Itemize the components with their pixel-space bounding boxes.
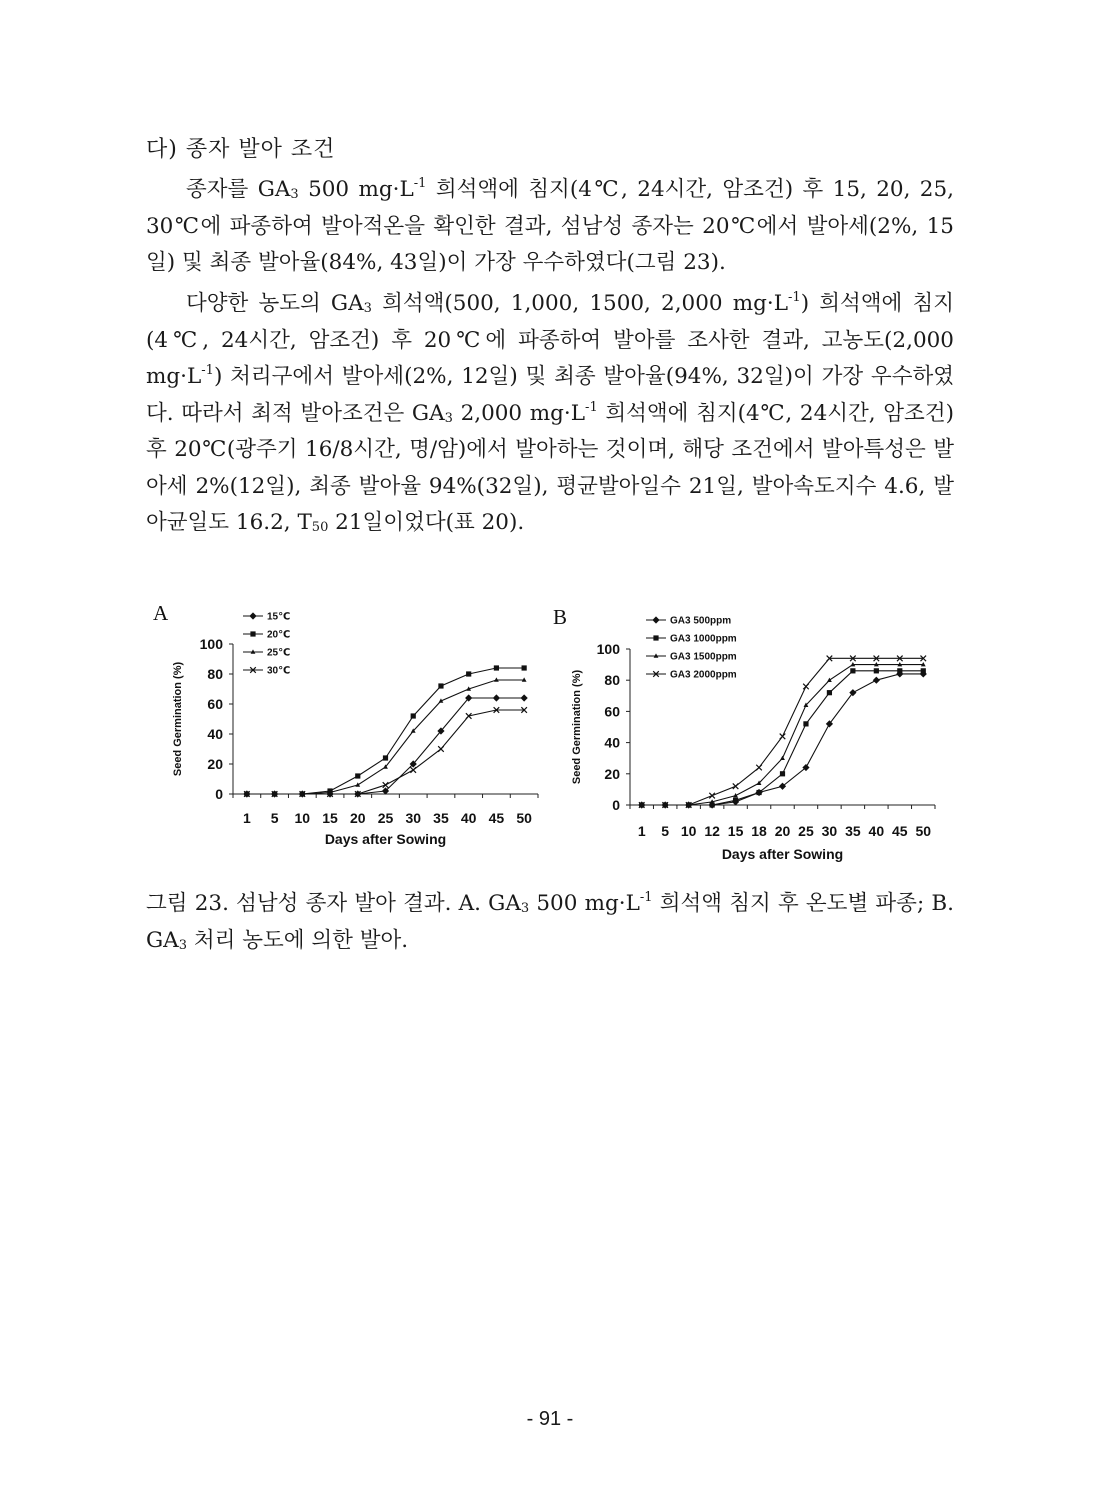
y-tick-label: 20 (604, 765, 620, 782)
series-3 (244, 677, 526, 795)
x-tick-label: 15 (727, 823, 744, 839)
legend-marker (249, 612, 256, 619)
y-axis-title: Seed Germination (%) (571, 669, 583, 785)
y-tick-label: 100 (199, 636, 223, 652)
legend-entry (243, 612, 290, 623)
legend-entry (646, 670, 737, 681)
x-tick-label: 18 (751, 823, 767, 839)
series-2 (244, 665, 526, 796)
y-tick-label: 60 (604, 703, 620, 720)
x-axis-title: Days after Sowing (721, 846, 844, 862)
x-tick-label: 20 (774, 823, 791, 839)
data-point (780, 771, 785, 776)
panel-label-a: A (153, 601, 169, 625)
y-tick-label: 40 (604, 734, 620, 751)
data-point (780, 756, 785, 760)
y-tick-label: 40 (207, 726, 223, 742)
y-tick-label: 60 (207, 696, 223, 712)
y-tick-label: 0 (612, 797, 620, 813)
x-tick-label: 12 (704, 823, 720, 839)
figure-23 (0, 590, 1100, 880)
data-point (493, 694, 500, 701)
chart-a (145, 590, 555, 860)
x-tick-label: 35 (845, 823, 861, 839)
data-point (874, 668, 879, 673)
data-point (921, 668, 926, 673)
y-tick-label: 20 (207, 756, 223, 772)
legend-marker (653, 635, 658, 640)
data-point (383, 782, 389, 788)
x-tick-label: 45 (892, 823, 908, 839)
data-point (383, 755, 388, 760)
data-point (733, 798, 738, 803)
y-tick-label: 80 (207, 666, 223, 682)
legend-label: 20℃ (267, 629, 291, 641)
legend-entry (243, 666, 290, 677)
section-heading: 다) 종자 발아 조건 (146, 137, 336, 162)
series-line (247, 698, 524, 794)
x-tick-label: 40 (460, 810, 477, 826)
chart-a-svg (145, 590, 555, 860)
y-tick-label: 0 (215, 786, 223, 802)
x-tick-label: 10 (294, 810, 311, 826)
x-tick-label: 50 (915, 823, 932, 839)
data-point (780, 734, 786, 740)
x-axis-title: Days after Sowing (324, 831, 447, 847)
x-tick-label: 40 (868, 823, 885, 839)
chart-b-svg (548, 590, 958, 880)
data-point (494, 665, 499, 670)
y-tick-label: 80 (604, 672, 620, 689)
legend-marker (652, 616, 659, 623)
data-point (850, 668, 855, 673)
x-tick-label: 50 (516, 810, 532, 826)
legend-entry (646, 634, 737, 645)
data-point (803, 684, 809, 690)
data-point (411, 713, 416, 718)
x-tick-label: 1 (242, 810, 251, 826)
y-axis-title: Seed Germination (%) (172, 661, 184, 777)
x-tick-label: 25 (377, 810, 394, 826)
legend-label: 25℃ (267, 647, 291, 659)
data-point (355, 782, 360, 786)
x-tick-label: 1 (637, 823, 646, 839)
x-tick-label: 30 (405, 810, 422, 826)
paragraph-ga3-concentration: 다양한 농도의 $GA_3$ 희석액(500, 1,000, 1500, 2,000 $mg\cdot L^{-1}$) 희석액에 침지(4℃, 24시간, 암조건) 후 20℃에 파종하여 발아를 조사한 결과, 고농도(2,000 $mg\cdot L^{-1}$) 처리구에서 발아세(2%, 12일) 및 최종 발아율(94%, 32일)이 가장 우수하였다. 따라서 최적 발아조건은 $GA_3$ 2,000 $mg\cdot L^{-1}$ 희석액에 침지(4℃, 24시간, 암조건) 후 20℃(광주기 16/8시간, 명/암)에서 발아하는 것이며, 해당 조건에서 발아특성은 발아세 2%(12일), 최종 발아율 94%(32일), 평균발아일수 21일, 발아속도지수 4.6, 발아균일도 16.2, $T_{50}$ 21일이었다(표 20). (146, 290, 955, 535)
x-tick-label: 20 (349, 810, 366, 826)
data-point (733, 783, 739, 789)
figure-caption: 그림 23. 섬남성 종자 발아 결과. A. $GA_3$ 500 $mg\cdot L^{-1}$ 희석액 침지 후 온도별 파종; B. $GA_3$ 처리 농도에 의한 발아. (146, 890, 955, 953)
series-line (247, 680, 524, 794)
series-1 (638, 670, 927, 808)
x-tick-label: 15 (322, 810, 338, 826)
legend-entry (646, 616, 731, 627)
data-point (873, 677, 880, 684)
chart-b (548, 590, 958, 880)
series-line (247, 710, 524, 794)
data-point (756, 765, 762, 771)
data-point (827, 678, 832, 682)
x-tick-label: 25 (798, 823, 814, 839)
legend-label: GA3 1500ppm (670, 651, 737, 663)
legend-label: GA3 2000ppm (670, 669, 737, 681)
data-point (522, 665, 527, 670)
series-1 (243, 694, 527, 797)
data-point (521, 694, 528, 701)
data-point (897, 668, 902, 673)
data-point (438, 683, 443, 688)
y-tick-label: 100 (596, 641, 620, 657)
page-number: - 91 - (526, 1408, 574, 1430)
legend-marker (250, 631, 255, 636)
series-line (247, 665, 524, 794)
legend-label: 15℃ (267, 611, 291, 623)
x-tick-label: 5 (661, 823, 670, 839)
data-point (709, 793, 715, 799)
x-tick-label: 30 (821, 823, 838, 839)
data-point (756, 790, 761, 795)
legend-entry (243, 648, 290, 659)
x-tick-label: 5 (270, 810, 279, 826)
x-tick-label: 10 (680, 823, 697, 839)
series-4 (244, 707, 527, 797)
data-point (410, 767, 416, 773)
data-point (827, 690, 832, 695)
legend-label: GA3 500ppm (670, 615, 732, 627)
legend-label: 30℃ (267, 665, 291, 677)
data-point (355, 773, 360, 778)
data-point (466, 671, 471, 676)
legend-entry (243, 630, 290, 641)
legend-entry (646, 652, 737, 663)
x-tick-label: 35 (433, 810, 449, 826)
data-point (438, 746, 444, 752)
x-tick-label: 45 (488, 810, 505, 826)
legend-label: GA3 1000ppm (670, 633, 737, 645)
panel-label-b: B (553, 605, 568, 629)
paragraph-germination-temperature: 종자를 $GA_3$ 500 $mg\cdot L^{-1}$ 희석액에 침지(4℃, 24시간, 암조건) 후 15, 20, 25, 30℃에 파종하여 발아적온을 확인한 결과, 섬남성 종자는 20℃에서 발아세(2%, 15일) 및 최종 발아율(84%, 43일)이 가장 우수하였다(그림 23). (146, 176, 955, 275)
data-point (803, 721, 808, 726)
